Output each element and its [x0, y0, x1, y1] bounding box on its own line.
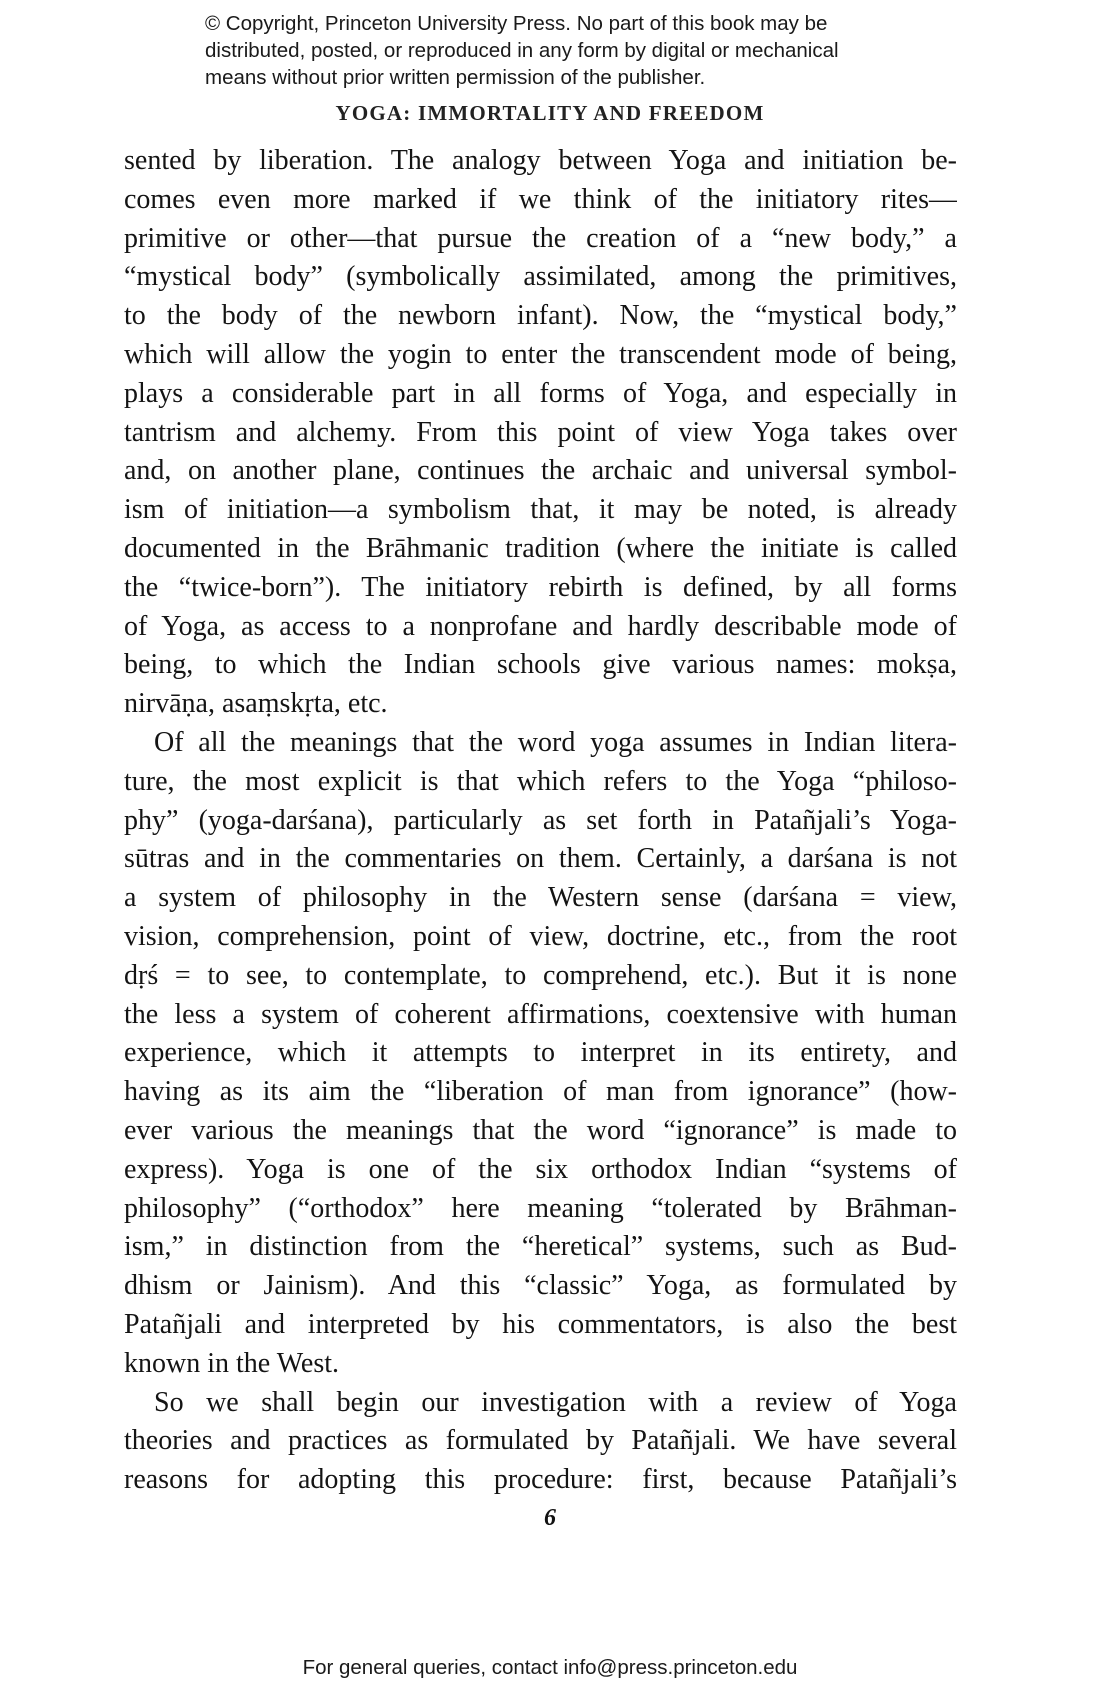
- text-line: theories and practices as formulated by Patañjali. We have several: [124, 1425, 957, 1457]
- text-line: having as its aim the “liberation of man from ignorance” (how-: [124, 1076, 957, 1108]
- text-line: of Yoga, as access to a nonprofane and hardly describable mode of: [124, 610, 957, 642]
- copyright-line: distributed, posted, or reproduced in any form by digital or mechanical: [205, 39, 839, 62]
- text-line: Of all the meanings that the word yoga assumes in Indian litera-: [154, 726, 957, 758]
- paragraph: [124, 1384, 957, 1500]
- running-head: YOGA: IMMORTALITY AND FREEDOM: [335, 101, 765, 125]
- text-line: being, to which the Indian schools give various names: mokṣa,: [124, 649, 957, 681]
- paragraph: [124, 142, 957, 724]
- copyright-notice: [205, 10, 925, 91]
- copyright-line: means without prior written permission of the publisher.: [205, 66, 706, 89]
- text-line: known in the West.: [124, 1347, 339, 1379]
- page-number: 6: [544, 1505, 556, 1531]
- text-line: nirvāṇa, asaṃskṛta, etc.: [124, 688, 388, 720]
- text-line: ism of initiation—a symbolism that, it may be noted, is already: [124, 494, 957, 526]
- text-line: ever various the meanings that the word “ignorance” is made to: [124, 1114, 957, 1146]
- text-line: sūtras and in the commentaries on them. Certainly, a darśana is not: [124, 843, 957, 875]
- text-line: ture, the most explicit is that which refers to the Yoga “philoso-: [124, 765, 957, 797]
- footer-contact: For general queries, contact info@press.princeton.edu: [302, 1656, 798, 1679]
- text-line: dhism or Jainism). And this “classic” Yoga, as formulated by: [124, 1270, 957, 1302]
- text-line: which will allow the yogin to enter the transcendent mode of being,: [124, 338, 957, 370]
- text-line: and, on another plane, continues the archaic and universal symbol-: [124, 455, 957, 487]
- text-line: the less a system of coherent affirmations, coextensive with human: [124, 998, 957, 1030]
- text-line: tantrism and alchemy. From this point of view Yoga takes over: [124, 416, 957, 448]
- paragraph: [124, 724, 957, 1384]
- text-line: documented in the Brāhmanic tradition (where the initiate is called: [124, 532, 957, 564]
- text-line: primitive or other—that pursue the creation of a “new body,” a: [124, 222, 957, 254]
- text-line: express). Yoga is one of the six orthodox Indian “systems of: [124, 1153, 957, 1185]
- text-line: dṛś = to see, to contemplate, to comprehend, etc.). But it is none: [124, 959, 957, 991]
- text-line: philosophy” (“orthodox” here meaning “tolerated by Brāhman-: [124, 1192, 957, 1224]
- text-line: reasons for adopting this procedure: first, because Patañjali’s: [124, 1464, 957, 1496]
- text-line: to the body of the newborn infant). Now, the “mystical body,”: [124, 300, 957, 332]
- copyright-line: © Copyright, Princeton University Press. No part of this book may be: [205, 12, 828, 35]
- text-line: So we shall begin our investigation with a review of Yoga: [154, 1386, 957, 1418]
- text-line: Patañjali and interpreted by his commentators, is also the best: [124, 1308, 957, 1340]
- text-line: “mystical body” (symbolically assimilated, among the primitives,: [124, 261, 957, 293]
- text-line: sented by liberation. The analogy between Yoga and initiation be-: [124, 145, 957, 176]
- text-line: plays a considerable part in all forms of Yoga, and especially in: [124, 377, 957, 409]
- text-line: phy” (yoga-darśana), particularly as set forth in Patañjali’s Yoga-: [124, 804, 957, 836]
- text-line: a system of philosophy in the Western sense (darśana = view,: [124, 882, 957, 914]
- text-line: comes even more marked if we think of the initiatory rites—: [124, 183, 957, 215]
- body-text: [124, 142, 957, 1500]
- text-line: vision, comprehension, point of view, doctrine, etc., from the root: [124, 920, 957, 952]
- text-line: ism,” in distinction from the “heretical” systems, such as Bud-: [124, 1231, 957, 1263]
- text-line: the “twice-born”). The initiatory rebirth is defined, by all forms: [124, 571, 957, 603]
- text-line: experience, which it attempts to interpret in its entirety, and: [124, 1037, 957, 1069]
